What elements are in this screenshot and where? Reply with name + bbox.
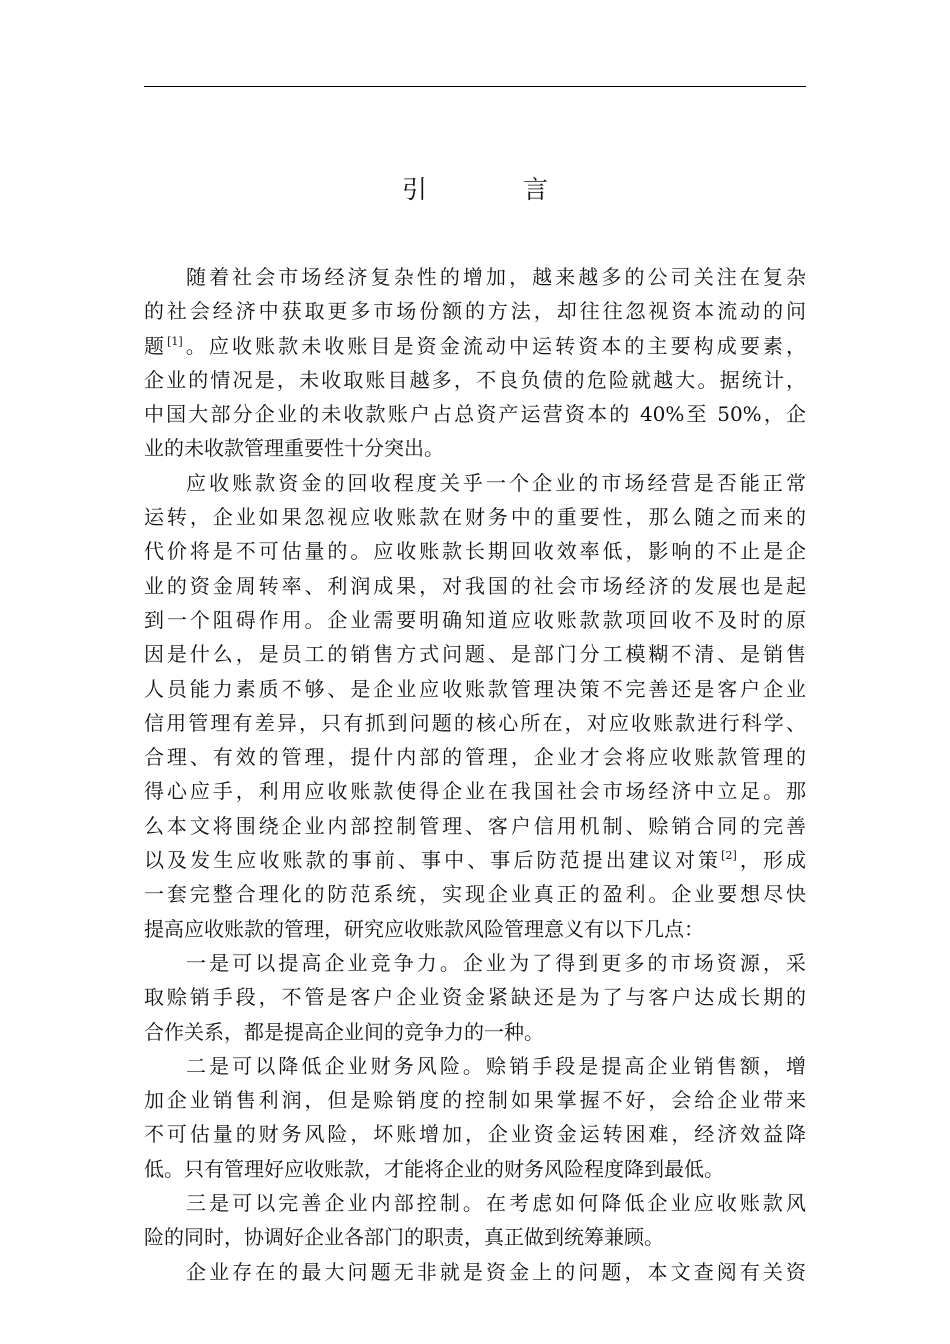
text-line: 二是可以降低企业财务风险。赊销手段是提高企业销售额，增 — [186, 1053, 806, 1078]
text-line: 低。只有管理好应收账款，才能将企业的财务风险程度降到最低。 — [144, 1156, 724, 1181]
text-line: 险的同时，协调好企业各部门的职责，真正做到统筹兼顾。 — [144, 1225, 664, 1250]
text-line: 一套完整合理化的防范系统，实现企业真正的盈利。企业要想尽快 — [144, 882, 806, 907]
text-fragment: 。应收账款未收账目是资金流动中运转资本的主要构成要素， — [182, 333, 807, 358]
text-line: 信用管理有差异，只有抓到问题的核心所在，对应收账款进行科学、 — [144, 710, 806, 735]
text-line: 不可估量的财务风险，坏账增加，企业资金运转困难，经济效益降 — [144, 1122, 806, 1147]
body-text — [144, 260, 806, 1289]
text-line: 合作关系，都是提高企业间的竞争力的一种。 — [144, 1019, 544, 1044]
text-line: 么本文将围绕企业内部控制管理、客户信用机制、赊销合同的完善 — [144, 813, 806, 838]
text-line: 因是什么，是员工的销售方式问题、是部门分工模糊不清、是销售 — [144, 642, 806, 667]
text-line: 业的资金周转率、利润成果，对我国的社会市场经济的发展也是起 — [144, 573, 806, 598]
text-line: 中国大部分企业的未收款账户占总资产运营资本的 40%至 50%，企 — [144, 402, 806, 427]
text-line: 得心应手，利用应收账款使得企业在我国社会市场经济中立足。那 — [144, 779, 806, 804]
text-line: 应收账款资金的回收程度关乎一个企业的市场经营是否能正常 — [186, 470, 806, 495]
text-fragment: ，形成 — [736, 848, 807, 873]
text-line: 三是可以完善企业内部控制。在考虑如何降低企业应收账款风 — [186, 1191, 806, 1216]
text-line: 一是可以提高企业竞争力。企业为了得到更多的市场资源，采 — [186, 950, 806, 975]
text-line — [144, 329, 806, 363]
header-rule — [144, 86, 806, 87]
text-fragment: 题 — [144, 333, 168, 358]
section-title: 引 言 — [402, 175, 592, 204]
text-line: 企业存在的最大问题无非就是资金上的问题，本文查阅有关资 — [186, 1259, 806, 1284]
text-line: 运转，企业如果忽视应收账款在财务中的重要性，那么随之而来的 — [144, 505, 806, 530]
text-line: 加企业销售利润，但是赊销度的控制如果掌握不好，会给企业带来 — [144, 1088, 806, 1113]
text-line: 到一个阻碍作用。企业需要明确知道应收账款款项回收不及时的原 — [144, 607, 806, 632]
text-line — [144, 843, 806, 877]
text-line: 取赊销手段，不管是客户企业资金紧缺还是为了与客户达成长期的 — [144, 985, 806, 1010]
citation-ref[interactable]: [1] — [167, 334, 183, 348]
text-line: 提高应收账款的管理，研究应收账款风险管理意义有以下几点： — [144, 916, 704, 941]
text-fragment: 以及发生应收账款的事前、事中、事后防范提出建议对策 — [144, 848, 722, 873]
text-line: 合理、有效的管理，提什内部的管理，企业才会将应收账款管理的 — [144, 745, 806, 770]
text-line: 随着社会市场经济复杂性的增加，越来越多的公司关注在复杂 — [186, 265, 806, 289]
text-line: 业的未收款管理重要性十分突出。 — [144, 436, 444, 461]
text-line: 的社会经济中获取更多市场份额的方法，却往往忽视资本流动的问 — [144, 299, 806, 324]
text-line: 人员能力素质不够、是企业应收账款管理决策不完善还是客户企业 — [144, 676, 806, 701]
citation-ref[interactable]: [2] — [721, 849, 737, 863]
text-line: 企业的情况是，未收取账目越多，不良负债的危险就越大。据统计， — [144, 367, 806, 392]
text-line: 代价将是不可估量的。应收账款长期回收效率低，影响的不止是企 — [144, 539, 806, 564]
